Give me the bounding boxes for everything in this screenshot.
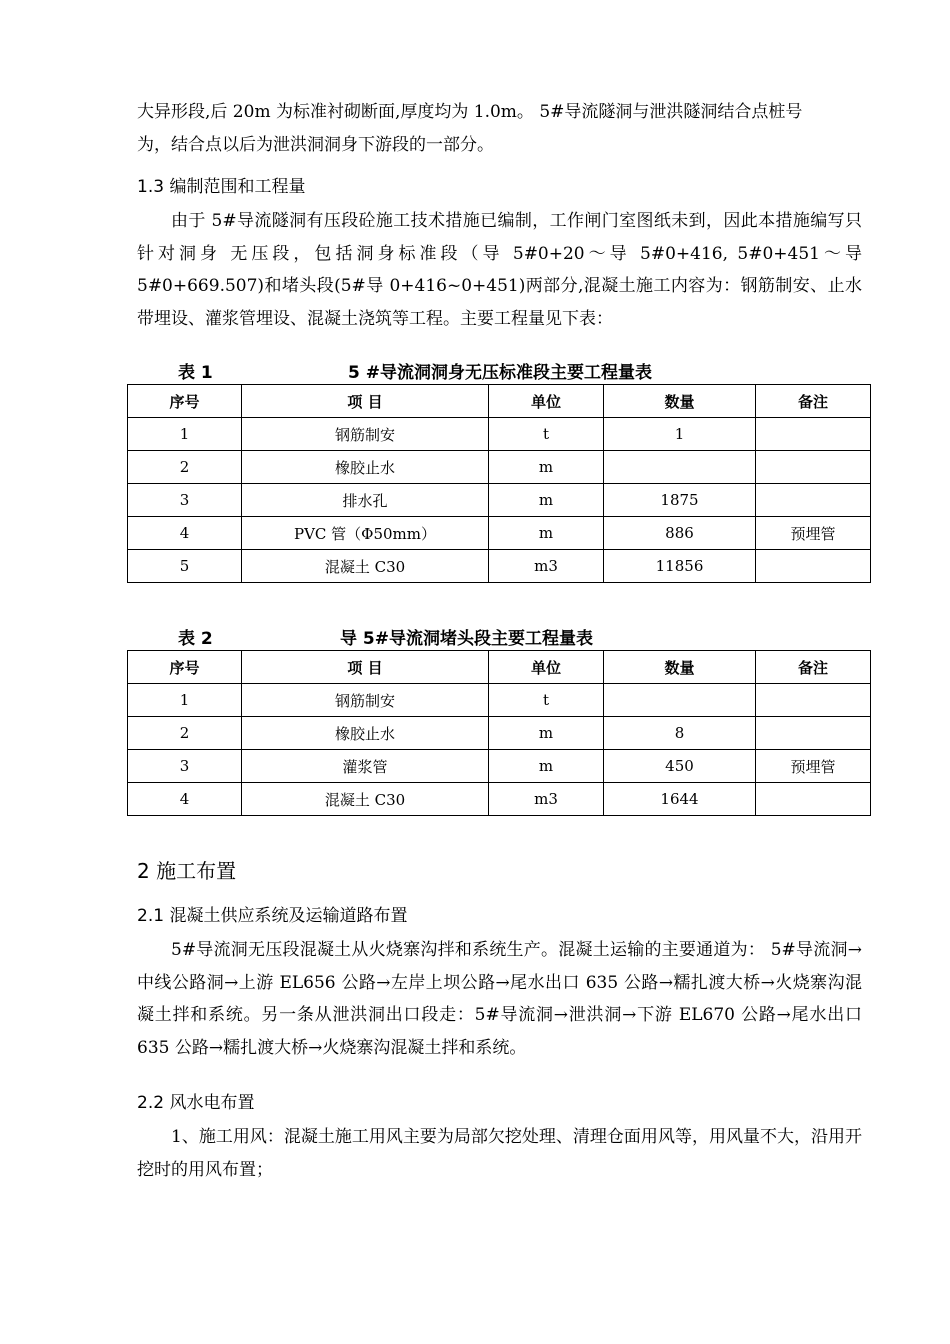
cell-unit: t: [489, 684, 604, 717]
table-row: [128, 484, 871, 517]
cell-item: 橡胶止水: [242, 717, 489, 750]
cell-item: 钢筋制安: [242, 684, 489, 717]
cell-index: 2: [128, 717, 242, 750]
table-header-row: [128, 385, 871, 418]
table-row: [128, 550, 871, 583]
cell-item: 混凝土 C30: [242, 783, 489, 816]
cell-quantity: 1644: [604, 783, 756, 816]
cell-unit: m3: [489, 550, 604, 583]
cell-remark: 预埋管: [756, 750, 871, 783]
table1: [127, 384, 871, 583]
header-quantity: 数量: [604, 385, 756, 418]
cell-unit: m3: [489, 783, 604, 816]
cell-remark: [756, 684, 871, 717]
header-unit: 单位: [489, 651, 604, 684]
header-remark: 备注: [756, 651, 871, 684]
table1-title: 5 #导流洞洞身无压标准段主要工程量表: [348, 363, 652, 383]
cell-remark: 预埋管: [756, 517, 871, 550]
table2-title: 导 5#导流洞堵头段主要工程量表: [340, 629, 593, 649]
section-2-heading: 2 施工布置: [137, 859, 237, 883]
cell-quantity: 8: [604, 717, 756, 750]
cell-quantity: 450: [604, 750, 756, 783]
table-row: [128, 684, 871, 717]
table-row: [128, 783, 871, 816]
intro-line-1: 大异形段,后 20m 为标准衬砌断面,厚度均为 1.0m。 5#导流隧洞与泄洪隧洞结合点桩号: [137, 102, 803, 122]
cell-item: PVC 管（Φ50mm）: [242, 517, 489, 550]
cell-index: 3: [128, 750, 242, 783]
cell-index: 1: [128, 418, 242, 451]
section-2-2-heading: 2.2 风水电布置: [137, 1093, 255, 1113]
cell-unit: t: [489, 418, 604, 451]
header-remark: 备注: [756, 385, 871, 418]
table-row: [128, 517, 871, 550]
header-item: 项 目: [242, 385, 489, 418]
header-index: 序号: [128, 385, 242, 418]
cell-remark: [756, 451, 871, 484]
cell-unit: m: [489, 451, 604, 484]
cell-quantity: [604, 451, 756, 484]
cell-unit: m: [489, 717, 604, 750]
cell-item: 灌浆管: [242, 750, 489, 783]
cell-item: 排水孔: [242, 484, 489, 517]
section-2-1-body: 5#导流洞无压段混凝土从火烧寨沟拌和系统生产。混凝土运输的主要通道为： 5#导流洞→中线公路洞→上游 EL656 公路→左岸上坝公路→尾水出口 635 公路→糯扎渡大桥→火烧寨沟混凝土拌和系统。另一条从泄洪洞出口段走：5#导流洞→泄洪洞→下游 EL670 公路→尾水出口 635 公路→糯扎渡大桥→火烧寨沟混凝土拌和系统。: [137, 940, 862, 1058]
intro-line-2: 为，结合点以后为泄洪洞洞身下游段的一部分。: [137, 134, 494, 155]
section-1-3-body: 由于 5#导流隧洞有压段砼施工技术措施已编制，工作闸门室图纸未到，因此本措施编写只针对洞身 无压段，包括洞身标准段（导 5#0+20～导 5#0+416, 5#0+451～导5#0+669.507)和堵头段(5#导 0+416~0+451)两部分,混凝土施工内容为：钢筋制安、止水带埋设、灌浆管埋设、混凝土浇筑等工程。主要工程量见下表：: [137, 211, 862, 329]
cell-index: 5: [128, 550, 242, 583]
cell-index: 4: [128, 783, 242, 816]
cell-quantity: 1: [604, 418, 756, 451]
cell-remark: [756, 484, 871, 517]
cell-index: 2: [128, 451, 242, 484]
cell-item: 混凝土 C30: [242, 550, 489, 583]
cell-quantity: 1875: [604, 484, 756, 517]
section-1-3-heading: 1.3 编制范围和工程量: [137, 177, 306, 197]
section-2-1-heading: 2.1 混凝土供应系统及运输道路布置: [137, 906, 408, 926]
table2-label: 表 2: [178, 629, 213, 649]
cell-remark: [756, 550, 871, 583]
header-item: 项 目: [242, 651, 489, 684]
header-index: 序号: [128, 651, 242, 684]
cell-remark: [756, 418, 871, 451]
table1-label: 表 1: [178, 363, 213, 383]
section-2-2-body: 1、施工用风：混凝土施工用风主要为局部欠挖处理、清理仓面用风等，用风量不大，沿用开挖时的用风布置；: [137, 1127, 862, 1180]
cell-unit: m: [489, 750, 604, 783]
intro-paragraph: [137, 96, 862, 161]
cell-quantity: [604, 684, 756, 717]
header-quantity: 数量: [604, 651, 756, 684]
cell-unit: m: [489, 484, 604, 517]
cell-index: 4: [128, 517, 242, 550]
cell-index: 3: [128, 484, 242, 517]
cell-quantity: 886: [604, 517, 756, 550]
table-row: [128, 750, 871, 783]
cell-index: 1: [128, 684, 242, 717]
table-row: [128, 451, 871, 484]
cell-quantity: 11856: [604, 550, 756, 583]
table-header-row: [128, 651, 871, 684]
header-unit: 单位: [489, 385, 604, 418]
cell-remark: [756, 783, 871, 816]
cell-unit: m: [489, 517, 604, 550]
cell-item: 钢筋制安: [242, 418, 489, 451]
cell-item: 橡胶止水: [242, 451, 489, 484]
cell-remark: [756, 717, 871, 750]
table2: [127, 650, 871, 816]
table-row: [128, 717, 871, 750]
table-row: [128, 418, 871, 451]
